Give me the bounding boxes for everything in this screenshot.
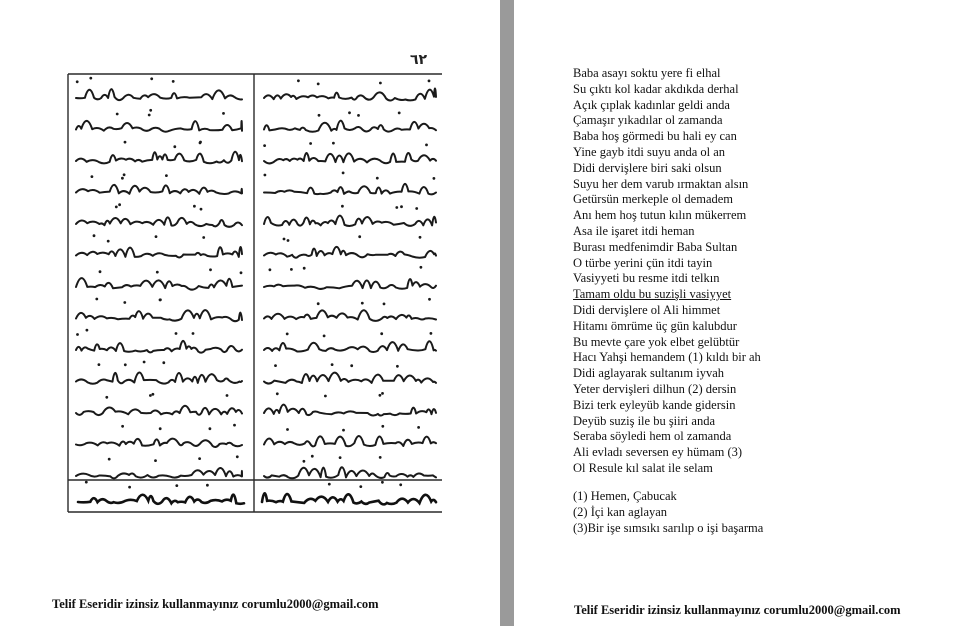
handwriting-stroke <box>76 310 242 321</box>
handwriting-stroke <box>76 373 242 384</box>
handwriting-stroke <box>264 153 436 163</box>
ink-dot <box>198 457 201 460</box>
ink-dot <box>202 236 205 239</box>
ink-dot <box>162 361 165 364</box>
ink-dot <box>357 114 360 117</box>
ink-dot <box>283 238 286 241</box>
handwriting-stroke <box>76 89 242 100</box>
footnote: (3)Bir işe sımsıkı sarılıp o işi başarma <box>573 520 764 535</box>
ink-dot <box>428 80 431 83</box>
ink-dot <box>303 460 306 463</box>
poem-line: Bu mevte çare yok elbet gelübtür <box>573 334 740 349</box>
ink-dot <box>108 458 111 461</box>
ink-dot <box>381 481 384 484</box>
handwriting-stroke <box>76 185 242 194</box>
ink-dot <box>192 332 195 335</box>
ink-dot <box>91 175 94 178</box>
ink-dot <box>193 205 196 208</box>
ink-dot <box>95 298 98 301</box>
ink-dot <box>165 174 168 177</box>
ink-dot <box>116 113 119 116</box>
manuscript-image <box>64 46 448 516</box>
ink-dot <box>269 268 272 271</box>
ink-dot <box>396 365 399 368</box>
poem-text <box>573 66 761 477</box>
ink-dot <box>85 481 88 484</box>
ink-dot <box>86 329 89 332</box>
ink-dot <box>383 303 386 306</box>
ink-dot <box>350 364 353 367</box>
ink-dot <box>376 177 379 180</box>
handwriting-stroke <box>76 439 242 447</box>
handwriting-stroke <box>76 217 242 227</box>
ink-dot <box>173 145 176 148</box>
handwriting-stroke <box>76 468 242 478</box>
ink-dot <box>123 173 126 176</box>
ink-dot <box>274 364 277 367</box>
handwriting-stroke <box>264 121 436 132</box>
handwriting-stroke <box>264 216 436 226</box>
poem-line: Açık çıplak kadınlar geldi anda <box>573 97 730 112</box>
poem-line: O türbe yerini çün itdi tayin <box>573 255 713 270</box>
poem-line: Ol Resule kıl salat ile selam <box>573 460 713 475</box>
handwriting-stroke <box>78 495 244 504</box>
ink-dot <box>323 335 326 338</box>
poem-line: Su çıktı kol kadar akdıkda derhal <box>573 81 739 96</box>
ink-dot <box>172 80 175 83</box>
ink-dot <box>222 112 225 115</box>
manuscript-scan <box>64 46 448 516</box>
footnote: (2) İçi kan aglayan <box>573 504 668 519</box>
ink-dot <box>420 266 423 269</box>
ink-dot <box>419 236 422 239</box>
ink-dot <box>76 333 79 336</box>
ink-dot <box>415 207 418 210</box>
ink-dot <box>115 206 118 209</box>
ink-dot <box>123 301 126 304</box>
ink-dot <box>395 206 398 209</box>
ink-dot <box>175 484 178 487</box>
ink-dot <box>317 302 320 305</box>
ink-dot <box>233 424 236 427</box>
ink-dot <box>118 203 121 206</box>
handwriting-stroke <box>76 247 242 257</box>
ink-dot <box>199 142 202 145</box>
ink-dot <box>287 239 290 242</box>
poem-line: Hacı Yahşi hemandem (1) kıldı bir ah <box>573 350 761 365</box>
poem-line: Baba asayı soktu yere fi elhal <box>573 66 721 80</box>
ink-dot <box>379 82 382 85</box>
copyright-footer-left: Telif Eseridir izinsiz kullanmayınız corumlu2000@gmail.com <box>52 597 379 611</box>
ink-dot <box>286 428 289 431</box>
ink-dot <box>286 333 289 336</box>
handwriting-stroke <box>264 436 436 446</box>
ink-dot <box>297 79 300 82</box>
ink-dot <box>226 394 229 397</box>
handwriting-stroke <box>264 247 436 258</box>
ink-dot <box>107 240 110 243</box>
handwriting-stroke <box>264 184 436 195</box>
ink-dot <box>342 172 345 175</box>
scan-page-number: ٦٢ <box>410 52 428 68</box>
footnotes <box>573 489 763 536</box>
poem-line: Bizi terk eyleyüb kande gidersin <box>573 397 736 412</box>
poem-line: Yine gayb itdi suyu anda ol an <box>573 144 726 159</box>
poem-line: Baba hoş görmedi bu hali ey can <box>573 129 737 144</box>
handwriting-stroke <box>76 341 242 353</box>
poem-line: Hitamı ömrüme üç gün kalubdur <box>573 318 737 333</box>
ink-dot <box>428 298 431 301</box>
poem-line: Tamam oldu bu suzişli vasiyyet <box>573 287 732 302</box>
ink-dot <box>105 396 108 399</box>
ink-dot <box>324 395 327 398</box>
handwriting-stroke <box>264 373 436 384</box>
ink-dot <box>358 235 361 238</box>
ink-dot <box>398 112 401 115</box>
ink-dot <box>209 427 212 430</box>
ink-dot <box>381 392 384 395</box>
ink-dot <box>264 174 267 177</box>
handwriting-stroke <box>264 310 436 321</box>
copyright-footer-right: Telif Eseridir izinsiz kullanmayınız corumlu2000@gmail.com <box>574 603 901 617</box>
ink-dot <box>159 427 162 430</box>
ink-dot <box>76 80 79 83</box>
ink-dot <box>263 144 266 147</box>
handwriting-stroke <box>76 152 242 164</box>
ink-dot <box>236 455 239 458</box>
ink-dot <box>124 141 127 144</box>
ink-dot <box>240 271 243 274</box>
right-page <box>514 0 972 626</box>
ink-dot <box>339 456 342 459</box>
ink-dot <box>309 142 312 145</box>
ink-dot <box>341 205 344 208</box>
handwriting-stroke <box>264 88 436 100</box>
ink-dot <box>156 271 159 274</box>
ink-dot <box>311 455 314 458</box>
page-divider <box>500 0 514 626</box>
ink-dot <box>121 177 124 180</box>
ink-dot <box>399 483 402 486</box>
ink-dot <box>303 267 306 270</box>
poem-line: Seraba söyledi hem ol zamanda <box>573 429 732 444</box>
handwriting-stroke <box>264 341 436 352</box>
ink-dot <box>342 429 345 432</box>
ink-dot <box>425 144 428 147</box>
poem-line: Didi dervişlere ol Ali himmet <box>573 302 721 317</box>
ink-dot <box>150 77 153 80</box>
ink-dot <box>379 456 382 459</box>
poem-line: Didi dervişlere biri saki olsun <box>573 160 722 175</box>
ink-dot <box>430 332 433 335</box>
poem-line: Vasiyyeti bu resme itdi telkın <box>573 271 720 286</box>
poem-line: Ali evladı seversen ey hümam (3) <box>573 445 743 460</box>
ink-dot <box>209 268 212 271</box>
ink-dot <box>380 332 383 335</box>
ink-dot <box>318 114 321 117</box>
poem-line: Anı hem hoş tutun kılın mükerrem <box>573 208 747 223</box>
ink-dot <box>128 486 131 489</box>
ink-dot <box>200 208 203 211</box>
poem-line: Getürsün merkeple ol demadem <box>573 192 734 207</box>
handwriting-stroke <box>264 405 436 416</box>
ink-dot <box>290 268 293 271</box>
handwriting-stroke <box>76 121 242 132</box>
ink-dot <box>328 483 331 486</box>
ink-dot <box>159 299 162 302</box>
ink-dot <box>400 205 403 208</box>
poem-line: Didi aglayarak sultanım iyvah <box>573 366 725 381</box>
ink-dot <box>331 363 334 366</box>
ink-dot <box>379 394 382 397</box>
handwriting-stroke <box>264 467 436 478</box>
poem-line: Suyu her dem varub ırmaktan alsın <box>573 176 749 191</box>
ink-dot <box>152 393 155 396</box>
ink-dot <box>433 177 436 180</box>
ink-dot <box>121 425 124 428</box>
ink-dot <box>332 142 335 145</box>
footnote: (1) Hemen, Çabucak <box>573 489 677 503</box>
ink-dot <box>361 302 364 305</box>
handwriting-stroke <box>262 493 436 504</box>
ink-dot <box>155 235 158 238</box>
ink-dot <box>276 392 279 395</box>
ink-dot <box>124 363 127 366</box>
ink-dot <box>93 234 96 237</box>
poem-line: Çamaşır yıkadılar ol zamanda <box>573 113 723 128</box>
ink-dot <box>149 109 152 112</box>
handwriting-stroke <box>76 406 242 415</box>
ink-dot <box>98 363 101 366</box>
ink-dot <box>148 114 151 117</box>
ink-dot <box>175 332 178 335</box>
ink-dot <box>348 111 351 114</box>
ink-dot <box>417 426 420 429</box>
ink-dot <box>317 83 320 86</box>
ink-dot <box>143 361 146 364</box>
poem-line: Asa ile işaret itdi heman <box>573 223 695 238</box>
poem-line: Yeter dervişleri dilhun (2) dersin <box>573 381 737 396</box>
poem-line: Deyüb suziş ile bu şiiri anda <box>573 413 715 428</box>
ink-dot <box>99 270 102 273</box>
handwriting-stroke <box>76 278 242 290</box>
ink-dot <box>89 77 92 80</box>
ink-dot <box>381 425 384 428</box>
handwriting-stroke <box>264 279 436 289</box>
ink-dot <box>149 394 152 397</box>
poem-line: Burası medfenimdir Baba Sultan <box>573 239 738 254</box>
ink-dot <box>154 459 157 462</box>
ink-dot <box>359 485 362 488</box>
ink-dot <box>206 484 209 487</box>
